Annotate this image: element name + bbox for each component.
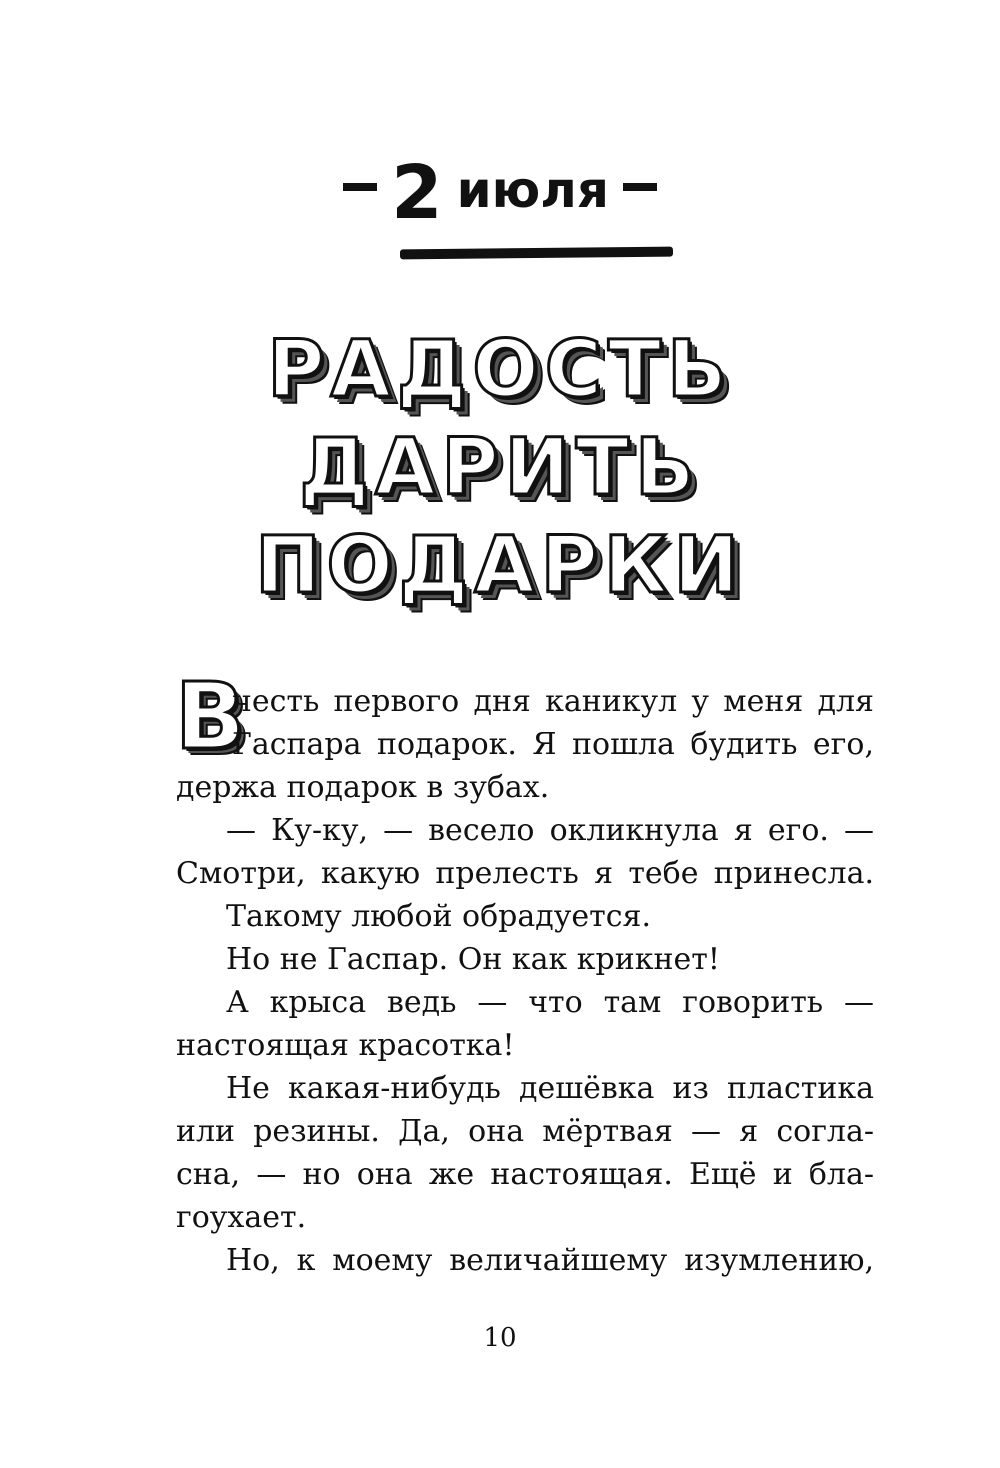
date-dash-right [623,183,657,191]
date-underline [400,247,673,260]
chapter-title-line-2: ДАРИТЬ [299,423,701,513]
paragraph-line: Но не Гаспар. Он как крикнет! [226,942,720,977]
paragraph-line: Гаспара подарок. Я пошла будить его, [232,727,874,762]
body-text [176,680,874,1282]
paragraph-line: гоухает. [176,1200,307,1235]
page-number: 10 [483,1323,517,1353]
paragraph-line: Не какая-нибудь дешёвка из пластика [226,1071,874,1106]
chapter-title-line-1: РАДОСТЬ [267,325,733,415]
paragraph-line: держа подарок в зубах. [176,770,550,805]
chapter-date [0,150,1000,240]
paragraph-line: сна, — но она же настоящая. Ещё и бла- [176,1157,874,1192]
paragraph-line: А крыса ведь — что там говорить — [226,985,874,1020]
date-month: июля [456,161,609,219]
paragraph-line: — Ку-ку, — весело окликнула я его. — [226,813,874,848]
paragraph-line: Но, к моему величайшему изумлению, [226,1243,874,1278]
paragraph-line: Такому любой обрадуется. [226,899,652,934]
paragraph-line: честь первого дня каникул у меня для [232,684,874,719]
date-dash-left [343,183,377,191]
chapter-title-line-3: ПОДАРКИ [255,521,745,611]
date-day: 2 [391,150,443,236]
drop-cap: В [175,663,246,770]
paragraph-line: настоящая красотка! [176,1028,515,1063]
paragraph-line: или резины. Да, она мёртвая — я согла- [176,1114,874,1149]
paragraph-line: Смотри, какую прелесть я тебе принесла. [176,856,874,891]
